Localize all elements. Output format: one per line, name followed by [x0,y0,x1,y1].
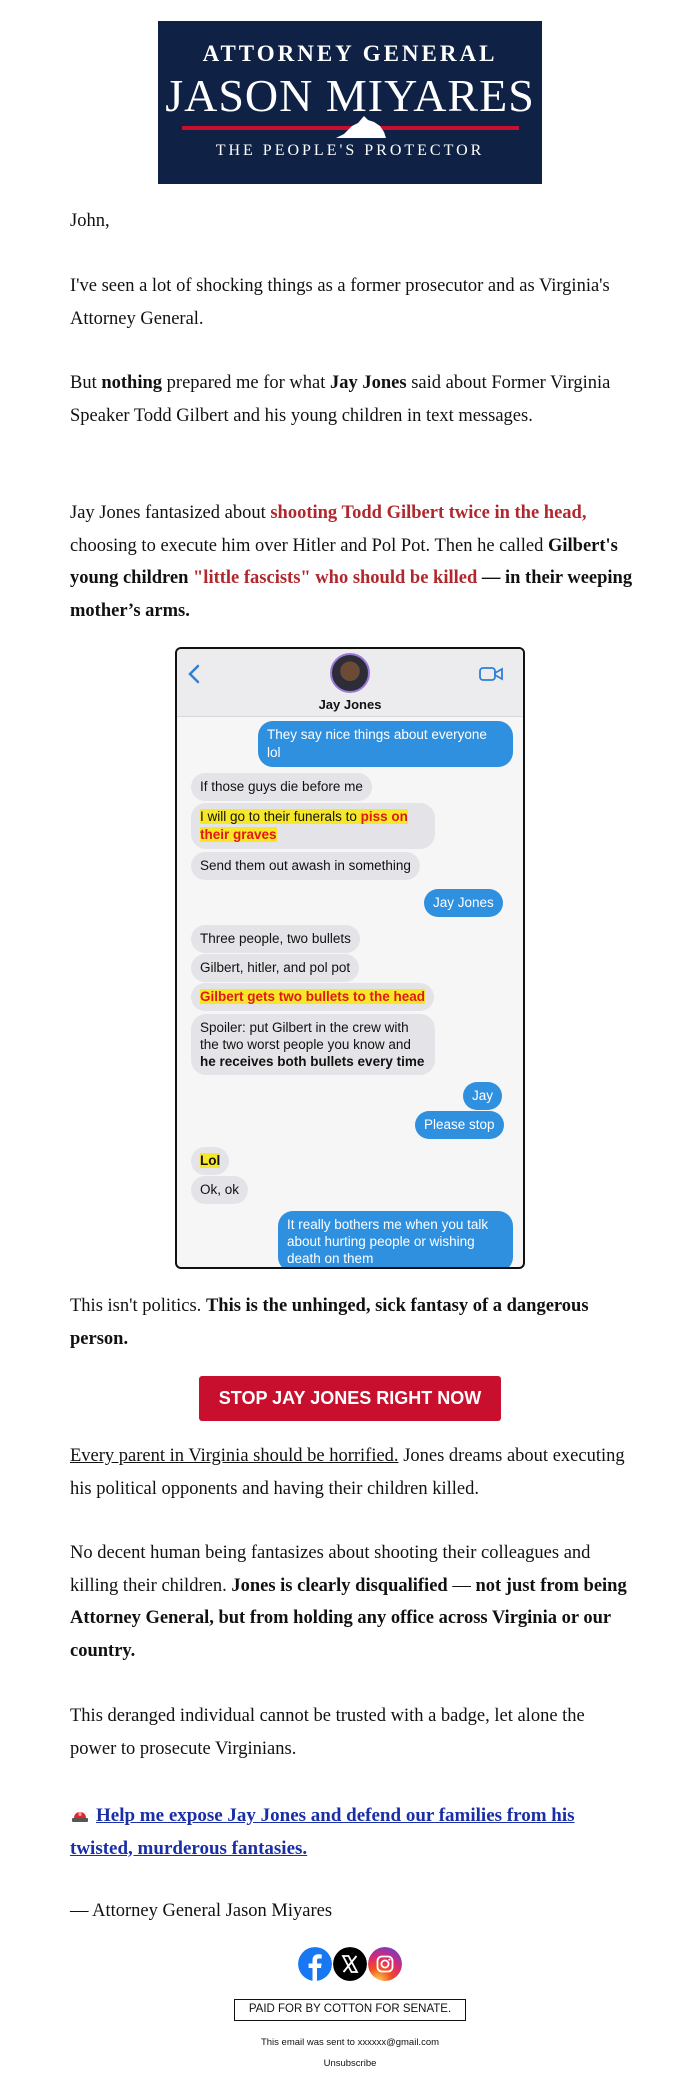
received-message: Three people, two bullets [191,925,360,953]
instagram-icon[interactable] [368,1947,402,1981]
stop-jay-jones-button[interactable]: STOP JAY JONES RIGHT NOW [199,1376,501,1421]
bold-text: Gilbert's young children [70,535,618,588]
paragraph-deranged: This deranged individual cannot be trusted with a badge, let alone the power to prosecute Virginians. [70,1706,585,1759]
paragraph-intro: I've seen a lot of shocking things as a former prosecutor and as Virginia's Attorney General. [70,276,610,329]
virginia-state-icon [334,114,388,142]
text: — [447,1575,476,1596]
text: Spoiler: put Gilbert in the crew with the two worst people you know and [200,1020,411,1052]
facebook-icon[interactable] [298,1947,332,1981]
signature: — Attorney General Jason Miyares [70,1901,333,1921]
bold-text: not just from being Attorney General, but from holding any office across Virginia or our country. [70,1575,627,1661]
bold-text: Jay Jones [330,373,407,393]
received-message [191,1147,229,1175]
video-call-icon [479,665,503,683]
help-expose-link[interactable]: Help me expose Jay Jones and defend our families from his twisted, murderous fantasies. [70,1805,575,1859]
unsubscribe-link[interactable]: Unsubscribe [323,2058,377,2069]
text: prepared me for what [162,373,330,393]
bold-text: Jones is clearly disqualified [231,1575,448,1596]
sent-message: They say nice things about everyone lol [258,721,513,767]
greeting: John, [70,211,110,231]
bold-text: — in their weeping mother’s arms. [70,568,633,621]
logo-title: ATTORNEY GENERAL [202,41,498,66]
x-icon[interactable] [333,1947,367,1981]
received-message: Ok, ok [191,1176,248,1204]
highlighted-text: I will go to their funerals to [200,809,361,824]
logo-tagline: THE PEOPLE'S PROTECTOR [215,142,485,159]
highlighted-red-text: Gilbert gets two bullets to the head [200,989,426,1004]
contact-name: Jay Jones [318,697,382,712]
sent-message: Please stop [415,1111,504,1139]
highlighted-text: Lol [200,1153,221,1168]
red-emphasis: "little fascists" who should be killed [193,568,478,588]
paragraph-fantasized [70,497,635,627]
red-emphasis: shooting Todd Gilbert twice in the head, [270,503,587,523]
received-message: If those guys die before me [191,773,372,801]
received-message [191,803,435,849]
text: Jones dreams about executing his political opponents and having their children killed. [70,1446,625,1499]
logo-name: JASON MIYARES [165,70,535,121]
bold-text: he receives both bullets every time [200,1054,425,1069]
text: said about Former Virginia Speaker Todd Gilbert and his young children in text messages. [70,373,611,426]
received-message [191,1014,435,1075]
paragraph-nothing-prepared [70,367,635,432]
cta-paragraph [70,1800,635,1865]
sent-message: Jay Jones [424,889,503,917]
paragraph-disqualified [70,1537,635,1667]
sent-message: Jay [463,1082,502,1110]
header-logo [158,21,542,184]
text: This isn't politics. [70,1296,206,1316]
avatar [330,653,370,693]
received-message [191,983,434,1011]
bold-text: This is the unhinged, sick fantasy of a dangerous person. [70,1296,589,1349]
text: No decent human being fantasizes about shooting their colleagues and killing their children. [70,1543,591,1596]
paragraph-not-politics [70,1290,635,1355]
back-chevron-icon [187,663,201,685]
highlighted-red-text: piss on their graves [200,809,408,842]
sent-message: It really bothers me when you talk about hurting people or wishing death on them [278,1211,513,1269]
paragraph-every-parent [70,1440,635,1505]
bold-text: nothing [101,373,163,393]
messages-header [177,649,523,717]
paid-for-disclaimer: PAID FOR BY COTTON FOR SENATE. [234,1999,466,2021]
received-message: Gilbert, hitler, and pol pot [191,954,359,982]
received-message: Send them out awash in something [191,852,420,880]
underlined-text: Every parent in Virginia should be horrified. [70,1446,399,1466]
siren-icon [70,1805,90,1823]
text: Jay Jones fantasized about [70,503,271,523]
text-message-screenshot [175,647,525,1269]
footer-sent-to: This email was sent to xxxxxx@gmail.com [260,2037,440,2048]
text: choosing to execute him over Hitler and Pol Pot. Then he called [70,535,548,556]
text: But [70,373,102,393]
